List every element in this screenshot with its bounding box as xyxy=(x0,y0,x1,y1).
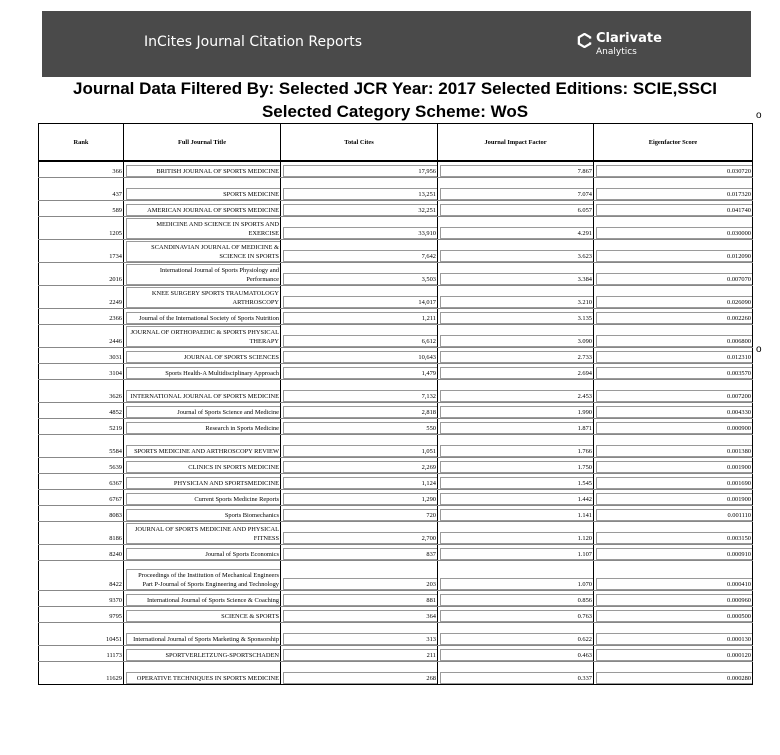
cell-rank: 2016 xyxy=(39,262,124,285)
cell-rank: 8240 xyxy=(39,544,124,560)
cell-eigen xyxy=(594,560,753,590)
circle-mark-middle: o xyxy=(756,344,762,355)
cell-cites-value: 1,211 xyxy=(283,312,437,324)
cell-jif xyxy=(438,622,594,645)
cell-cites xyxy=(281,606,438,622)
cell-eigen-value: 0.001900 xyxy=(596,461,752,473)
cell-title xyxy=(124,379,281,402)
cell-cites-value: 7,642 xyxy=(283,250,437,262)
cell-title xyxy=(124,308,281,324)
cell-cites xyxy=(281,622,438,645)
cell-eigen-value: 0.000500 xyxy=(596,610,752,622)
cell-title-value: PHYSICIAN AND SPORTSMEDICINE xyxy=(126,477,280,489)
cell-jif xyxy=(438,661,594,684)
table-row xyxy=(39,239,753,262)
cell-cites xyxy=(281,457,438,473)
cell-eigen-value: 0.026090 xyxy=(596,296,752,308)
cell-jif-value: 0.856 xyxy=(440,594,593,606)
column-header-impact-factor: Journal Impact Factor xyxy=(438,124,594,162)
cell-title-value: CLINICS IN SPORTS MEDICINE xyxy=(126,461,280,473)
cell-eigen xyxy=(594,308,753,324)
table-row xyxy=(39,457,753,473)
cell-title-value: International Journal of Sports Science & Coaching xyxy=(126,594,280,606)
cell-eigen-value: 0.001690 xyxy=(596,477,752,489)
cell-title-value: KNEE SURGERY SPORTS TRAUMATOLOGY ARTHROSCOPY xyxy=(126,287,280,308)
filter-line-2: Selected Category Scheme: WoS xyxy=(261,102,529,121)
table-row xyxy=(39,560,753,590)
column-header-title: Full Journal Title xyxy=(124,124,281,162)
cell-jif xyxy=(438,434,594,457)
cell-cites xyxy=(281,239,438,262)
cell-title xyxy=(124,347,281,363)
cell-title xyxy=(124,177,281,200)
cell-title xyxy=(124,239,281,262)
cell-eigen xyxy=(594,262,753,285)
cell-cites-value: 2,700 xyxy=(283,532,437,544)
cell-eigen-value: 0.000910 xyxy=(596,548,752,560)
cell-cites-value: 313 xyxy=(283,633,437,645)
table-row xyxy=(39,418,753,434)
table-row xyxy=(39,661,753,684)
cell-jif-value: 1.871 xyxy=(440,422,593,434)
cell-rank: 4852 xyxy=(39,402,124,418)
cell-cites xyxy=(281,521,438,544)
cell-cites xyxy=(281,347,438,363)
cell-eigen xyxy=(594,177,753,200)
cell-jif-value: 4.291 xyxy=(440,227,593,239)
cell-jif-value: 3.623 xyxy=(440,250,593,262)
table-row xyxy=(39,161,753,177)
cell-eigen xyxy=(594,489,753,505)
table-row xyxy=(39,645,753,661)
table-row xyxy=(39,200,753,216)
cell-jif-value: 0.763 xyxy=(440,610,593,622)
cell-rank: 3626 xyxy=(39,379,124,402)
cell-rank: 589 xyxy=(39,200,124,216)
cell-eigen xyxy=(594,347,753,363)
cell-rank: 5584 xyxy=(39,434,124,457)
cell-eigen-value: 0.000130 xyxy=(596,633,752,645)
cell-cites-value: 7,132 xyxy=(283,390,437,402)
cell-title-value: Journal of Sports Science and Medicine xyxy=(126,406,280,418)
cell-jif xyxy=(438,402,594,418)
cell-jif-value: 1.750 xyxy=(440,461,593,473)
column-header-total-cites: Total Cites xyxy=(281,124,438,162)
cell-rank: 11629 xyxy=(39,661,124,684)
cell-jif xyxy=(438,489,594,505)
header-banner xyxy=(42,11,751,77)
cell-jif-value: 2.694 xyxy=(440,367,593,379)
cell-eigen xyxy=(594,473,753,489)
cell-cites xyxy=(281,285,438,308)
cell-eigen-value: 0.000120 xyxy=(596,649,752,661)
circle-mark-top: o xyxy=(756,110,762,121)
cell-jif xyxy=(438,544,594,560)
cell-title xyxy=(124,216,281,239)
cell-eigen xyxy=(594,606,753,622)
cell-jif-value: 1.442 xyxy=(440,493,593,505)
cell-rank: 2366 xyxy=(39,308,124,324)
cell-jif xyxy=(438,262,594,285)
cell-title xyxy=(124,645,281,661)
cell-eigen-value: 0.002260 xyxy=(596,312,752,324)
cell-rank: 10451 xyxy=(39,622,124,645)
table-row xyxy=(39,544,753,560)
cell-cites-value: 32,251 xyxy=(283,204,437,216)
cell-title-value: SPORTS MEDICINE AND ARTHROSCOPY REVIEW xyxy=(126,445,280,457)
cell-eigen xyxy=(594,457,753,473)
cell-cites-value: 1,124 xyxy=(283,477,437,489)
cell-title-value: International Journal of Sports Physiology and Performance xyxy=(126,264,280,285)
cell-cites-value: 1,051 xyxy=(283,445,437,457)
cell-cites xyxy=(281,473,438,489)
cell-title-value: Proceedings of the Institution of Mechanical Engineers Part P-Journal of Sports Engineering and Technology xyxy=(126,569,280,590)
cell-jif-value: 1.766 xyxy=(440,445,593,457)
cell-eigen xyxy=(594,505,753,521)
cell-title xyxy=(124,590,281,606)
cell-jif xyxy=(438,308,594,324)
cell-jif-value: 1.990 xyxy=(440,406,593,418)
cell-jif-value: 7.074 xyxy=(440,188,593,200)
cell-title-value: International Journal of Sports Marketing & Sponsorship xyxy=(126,633,280,645)
cell-eigen-value: 0.041740 xyxy=(596,204,752,216)
table-row xyxy=(39,434,753,457)
cell-title-value: OPERATIVE TECHNIQUES IN SPORTS MEDICINE xyxy=(126,672,280,684)
cell-eigen-value: 0.000280 xyxy=(596,672,752,684)
cell-title xyxy=(124,505,281,521)
cell-cites xyxy=(281,590,438,606)
cell-title xyxy=(124,402,281,418)
cell-cites-value: 720 xyxy=(283,509,437,521)
cell-title-value: SCANDINAVIAN JOURNAL OF MEDICINE & SCIENCE IN SPORTS xyxy=(126,241,280,262)
cell-cites xyxy=(281,434,438,457)
cell-cites-value: 1,290 xyxy=(283,493,437,505)
cell-rank: 6367 xyxy=(39,473,124,489)
table-row xyxy=(39,489,753,505)
cell-jif-value: 1.545 xyxy=(440,477,593,489)
cell-title-value: SCIENCE & SPORTS xyxy=(126,610,280,622)
table-row xyxy=(39,347,753,363)
cell-cites-value: 550 xyxy=(283,422,437,434)
cell-cites xyxy=(281,363,438,379)
cell-jif xyxy=(438,645,594,661)
cell-rank: 9370 xyxy=(39,590,124,606)
cell-eigen-value: 0.007200 xyxy=(596,390,752,402)
cell-title-value: Journal of the International Society of Sports Nutrition xyxy=(126,312,280,324)
cell-eigen-value: 0.012310 xyxy=(596,351,752,363)
cell-eigen xyxy=(594,239,753,262)
cell-jif-value: 0.463 xyxy=(440,649,593,661)
cell-eigen xyxy=(594,418,753,434)
cell-title-value: Sports Biomechanics xyxy=(126,509,280,521)
cell-eigen xyxy=(594,521,753,544)
cell-title xyxy=(124,661,281,684)
cell-eigen-value: 0.003570 xyxy=(596,367,752,379)
cell-jif-value: 0.337 xyxy=(440,672,593,684)
cell-jif xyxy=(438,200,594,216)
cell-eigen xyxy=(594,622,753,645)
cell-rank: 8186 xyxy=(39,521,124,544)
cell-cites xyxy=(281,177,438,200)
cell-jif-value: 3.384 xyxy=(440,273,593,285)
cell-title xyxy=(124,262,281,285)
cell-rank: 2446 xyxy=(39,324,124,347)
cell-cites-value: 14,017 xyxy=(283,296,437,308)
cell-title-value: SPORTS MEDICINE xyxy=(126,188,280,200)
cell-rank: 2249 xyxy=(39,285,124,308)
cell-cites xyxy=(281,544,438,560)
cell-rank: 1205 xyxy=(39,216,124,239)
cell-title-value: JOURNAL OF SPORTS MEDICINE AND PHYSICAL FITNESS xyxy=(126,523,280,544)
cell-eigen-value: 0.000960 xyxy=(596,594,752,606)
logo-name: Clarivate xyxy=(596,31,662,46)
cell-jif xyxy=(438,505,594,521)
table-row xyxy=(39,473,753,489)
cell-title xyxy=(124,560,281,590)
cell-rank: 11173 xyxy=(39,645,124,661)
cell-cites-value: 17,956 xyxy=(283,165,437,177)
table-row xyxy=(39,308,753,324)
column-header-eigenfactor: Eigenfactor Score xyxy=(594,124,753,162)
cell-jif xyxy=(438,347,594,363)
cell-cites xyxy=(281,402,438,418)
cell-cites-value: 13,251 xyxy=(283,188,437,200)
table-row xyxy=(39,324,753,347)
cell-title xyxy=(124,622,281,645)
cell-title-value: MEDICINE AND SCIENCE IN SPORTS AND EXERCISE xyxy=(126,218,280,239)
cell-rank: 8422 xyxy=(39,560,124,590)
cell-eigen-value: 0.001380 xyxy=(596,445,752,457)
cell-cites-value: 2,818 xyxy=(283,406,437,418)
cell-eigen xyxy=(594,590,753,606)
cell-jif xyxy=(438,363,594,379)
cell-cites-value: 364 xyxy=(283,610,437,622)
cell-cites xyxy=(281,489,438,505)
cell-title xyxy=(124,457,281,473)
cell-rank: 366 xyxy=(39,161,124,177)
cell-eigen-value: 0.030000 xyxy=(596,227,752,239)
cell-eigen xyxy=(594,402,753,418)
cell-title-value: Journal of Sports Economics xyxy=(126,548,280,560)
cell-rank: 6767 xyxy=(39,489,124,505)
table-row xyxy=(39,285,753,308)
cell-rank: 3104 xyxy=(39,363,124,379)
cell-jif xyxy=(438,606,594,622)
cell-eigen-value: 0.004330 xyxy=(596,406,752,418)
cell-jif xyxy=(438,161,594,177)
cell-title xyxy=(124,434,281,457)
cell-eigen-value: 0.000410 xyxy=(596,578,752,590)
cell-title xyxy=(124,324,281,347)
cell-eigen xyxy=(594,434,753,457)
column-header-rank: Rank xyxy=(39,124,124,162)
cell-jif xyxy=(438,560,594,590)
cell-eigen-value: 0.001900 xyxy=(596,493,752,505)
table-row xyxy=(39,363,753,379)
cell-eigen xyxy=(594,216,753,239)
cell-cites xyxy=(281,308,438,324)
cell-jif xyxy=(438,177,594,200)
cell-jif xyxy=(438,324,594,347)
table-row xyxy=(39,521,753,544)
table-row xyxy=(39,262,753,285)
cell-title xyxy=(124,489,281,505)
cell-eigen xyxy=(594,200,753,216)
cell-eigen xyxy=(594,661,753,684)
table-row xyxy=(39,505,753,521)
cell-title-value: Current Sports Medicine Reports xyxy=(126,493,280,505)
cell-jif-value: 3.210 xyxy=(440,296,593,308)
cell-jif xyxy=(438,285,594,308)
cell-eigen-value: 0.006800 xyxy=(596,335,752,347)
cell-eigen xyxy=(594,363,753,379)
cell-jif-value: 1.141 xyxy=(440,509,593,521)
cell-title xyxy=(124,473,281,489)
cell-jif xyxy=(438,590,594,606)
cell-jif-value: 1.070 xyxy=(440,578,593,590)
table-row xyxy=(39,622,753,645)
cell-cites-value: 1,479 xyxy=(283,367,437,379)
cell-jif-value: 0.622 xyxy=(440,633,593,645)
cell-jif-value: 3.090 xyxy=(440,335,593,347)
filter-line-1: Journal Data Filtered By: Selected JCR Year: 2017 Selected Editions: SCIE,SSCI xyxy=(72,79,718,98)
cell-cites-value: 837 xyxy=(283,548,437,560)
cell-eigen xyxy=(594,379,753,402)
cell-title-value: Sports Health-A Multidisciplinary Approach xyxy=(126,367,280,379)
cell-cites xyxy=(281,661,438,684)
cell-jif xyxy=(438,216,594,239)
cell-jif xyxy=(438,521,594,544)
cell-title xyxy=(124,521,281,544)
cell-jif xyxy=(438,379,594,402)
table-header-row xyxy=(39,124,753,162)
logo-subtitle: Analytics xyxy=(596,47,637,57)
cell-jif-value: 7.867 xyxy=(440,165,593,177)
table-row xyxy=(39,177,753,200)
app-title: InCites Journal Citation Reports xyxy=(144,34,363,50)
cell-rank: 1734 xyxy=(39,239,124,262)
cell-cites xyxy=(281,200,438,216)
cell-jif xyxy=(438,418,594,434)
cell-eigen xyxy=(594,544,753,560)
cell-cites-value: 211 xyxy=(283,649,437,661)
clarivate-logo-icon xyxy=(577,33,592,48)
cell-title-value: AMERICAN JOURNAL OF SPORTS MEDICINE xyxy=(126,204,280,216)
cell-eigen-value: 0.007070 xyxy=(596,273,752,285)
cell-jif-value: 6.057 xyxy=(440,204,593,216)
cell-jif xyxy=(438,239,594,262)
cell-cites-value: 268 xyxy=(283,672,437,684)
cell-cites xyxy=(281,560,438,590)
cell-cites xyxy=(281,418,438,434)
cell-jif-value: 1.120 xyxy=(440,532,593,544)
cell-eigen xyxy=(594,285,753,308)
cell-cites xyxy=(281,216,438,239)
cell-eigen-value: 0.017320 xyxy=(596,188,752,200)
table-row xyxy=(39,590,753,606)
cell-rank: 9795 xyxy=(39,606,124,622)
cell-title-value: JOURNAL OF ORTHOPAEDIC & SPORTS PHYSICAL THERAPY xyxy=(126,326,280,347)
cell-eigen-value: 0.000900 xyxy=(596,422,752,434)
cell-eigen xyxy=(594,324,753,347)
table-body xyxy=(39,161,753,684)
table-row xyxy=(39,379,753,402)
table-row xyxy=(39,606,753,622)
cell-eigen-value: 0.012090 xyxy=(596,250,752,262)
cell-cites-value: 203 xyxy=(283,578,437,590)
cell-rank: 437 xyxy=(39,177,124,200)
table-row xyxy=(39,216,753,239)
cell-cites xyxy=(281,379,438,402)
cell-cites xyxy=(281,324,438,347)
cell-rank: 3031 xyxy=(39,347,124,363)
cell-cites-value: 3,503 xyxy=(283,273,437,285)
cell-cites-value: 6,612 xyxy=(283,335,437,347)
cell-eigen xyxy=(594,161,753,177)
cell-cites-value: 10,643 xyxy=(283,351,437,363)
cell-title xyxy=(124,544,281,560)
cell-jif-value: 2.733 xyxy=(440,351,593,363)
cell-cites xyxy=(281,645,438,661)
cell-eigen-value: 0.003150 xyxy=(596,532,752,544)
cell-eigen-value: 0.030720 xyxy=(596,165,752,177)
cell-cites xyxy=(281,262,438,285)
cell-title xyxy=(124,285,281,308)
cell-title xyxy=(124,363,281,379)
cell-rank: 8083 xyxy=(39,505,124,521)
cell-cites xyxy=(281,161,438,177)
cell-title-value: SPORTVERLETZUNG-SPORTSCHADEN xyxy=(126,649,280,661)
cell-jif xyxy=(438,457,594,473)
cell-jif-value: 3.135 xyxy=(440,312,593,324)
table-row xyxy=(39,402,753,418)
cell-jif-value: 2.453 xyxy=(440,390,593,402)
cell-rank: 5219 xyxy=(39,418,124,434)
cell-rank: 5639 xyxy=(39,457,124,473)
cell-cites-value: 2,269 xyxy=(283,461,437,473)
cell-jif-value: 1.107 xyxy=(440,548,593,560)
cell-cites-value: 33,910 xyxy=(283,227,437,239)
cell-title-value: JOURNAL OF SPORTS SCIENCES xyxy=(126,351,280,363)
cell-title-value: INTERNATIONAL JOURNAL OF SPORTS MEDICINE xyxy=(126,390,280,402)
cell-eigen xyxy=(594,645,753,661)
cell-title xyxy=(124,161,281,177)
cell-title-value: BRITISH JOURNAL OF SPORTS MEDICINE xyxy=(126,165,280,177)
cell-cites xyxy=(281,505,438,521)
cell-title-value: Research in Sports Medicine xyxy=(126,422,280,434)
cell-title xyxy=(124,606,281,622)
cell-cites-value: 881 xyxy=(283,594,437,606)
cell-title xyxy=(124,418,281,434)
journal-table xyxy=(38,123,753,685)
cell-eigen-value: 0.001110 xyxy=(596,509,752,521)
cell-title xyxy=(124,200,281,216)
cell-jif xyxy=(438,473,594,489)
